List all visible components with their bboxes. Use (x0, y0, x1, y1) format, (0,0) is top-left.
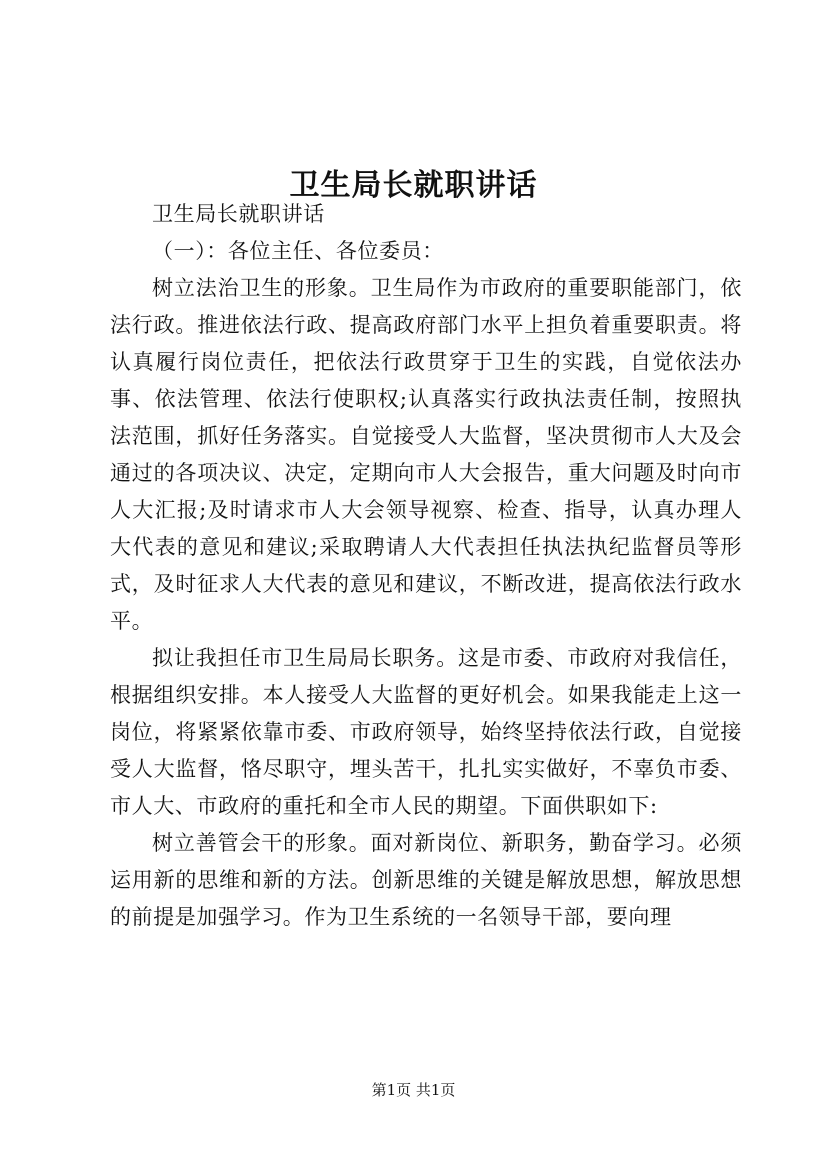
page-footer: 第1页 共1页 (371, 1081, 456, 1099)
paragraph-salutation: （一）：各位主任、各位委员： (152, 239, 444, 263)
document-body (110, 196, 742, 936)
paragraph-subtitle: 卫生局长就职讲话 (152, 202, 325, 226)
paragraph-appointment: 拟让我担任市卫生局局长职务。这是市委、市政府对我信任，根据组织安排。本人接受人大监督的更好机会。如果我能走上这一岗位，将紧紧依靠市委、市政府领导，始终坚持依法行政，自觉接受人大监督，恪尽职守，埋头苦干，扎扎实实做好，不辜负市委、市人大、市政府的重托和全市人民的期望。下面供职如下: (110, 646, 742, 818)
paragraph-good-management: 树立善管会干的形象。面对新岗位、新职务，勤奋学习。必须运用新的思维和新的方法。创新思维的关键是解放思想，解放思想的前提是加强学习。作为卫生系统的一名领导干部，要向理 (110, 831, 742, 929)
document-title: 卫生局长就职讲话 (289, 168, 538, 204)
paragraph-rule-of-law: 树立法治卫生的形象。卫生局作为市政府的重要职能部门，依法行政。推进依法行政、提高政府部门水平上担负着重要职责。将认真履行岗位责任，把依法行政贯穿于卫生的实践，自觉依法办事、依法管理、依法行使职权;认真落实行政执法责任制，按照执法范围，抓好任务落实。自觉接受人大监督，坚决贯彻市人大及会通过的各项决议、决定，定期向市人大会报告，重大问题及时向市人大汇报;及时请求市人大会领导视察、检查、指导，认真办理人大代表的意见和建议;采取聘请人大代表担任执法执纪监督员等形式，及时征求人大代表的意见和建议，不断改进，提高依法行政水平。 (110, 276, 742, 633)
